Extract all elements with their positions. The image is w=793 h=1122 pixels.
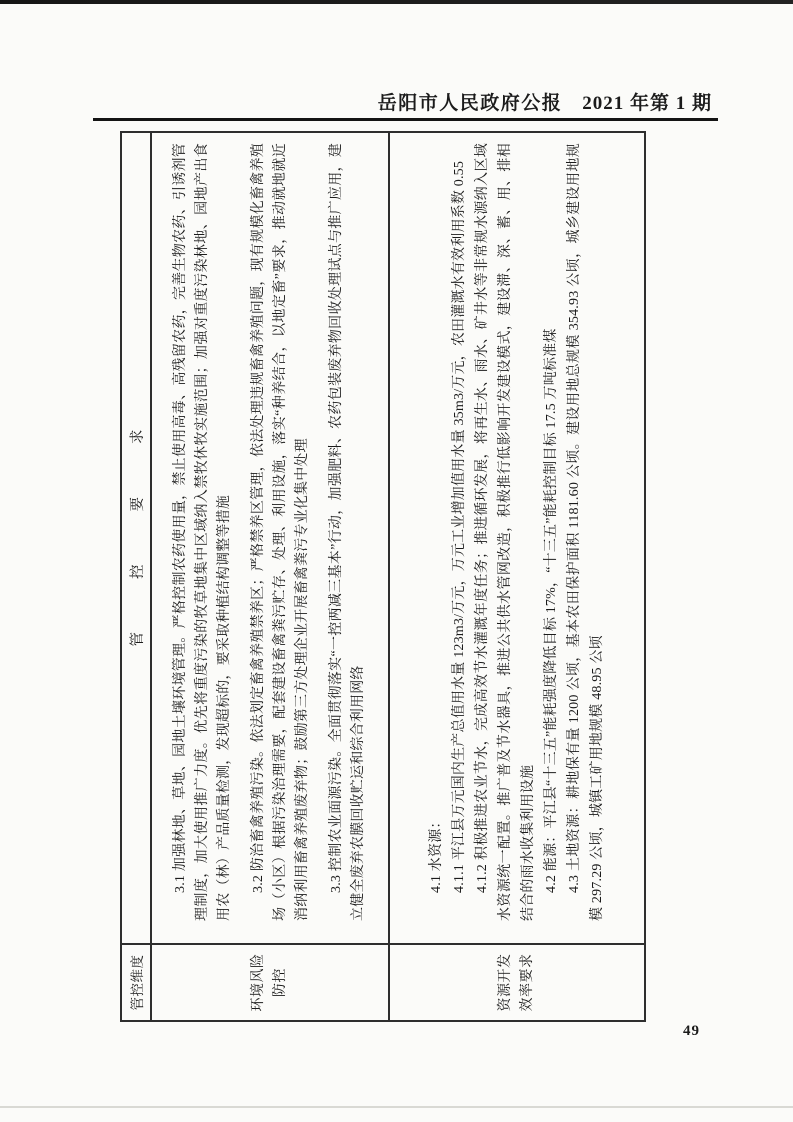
row-label-resource-development-efficiency (388, 945, 644, 1020)
header-rule (93, 118, 718, 121)
cell-resource-efficiency-requirements (388, 133, 644, 945)
scan-bottom-edge-artifact (0, 1106, 793, 1108)
requirement-paragraph: 4.1.1 平江县万元国内生产总值用水量 123m3/万元，万元工业增加值用水量 35m3/万元，农田灌溉水有效利用系数 0.55 (452, 160, 467, 893)
page-number: 49 (683, 1023, 700, 1039)
dimension-label-line: 防控 (273, 968, 288, 997)
requirement-paragraph: 4.1 水资源： (429, 814, 444, 893)
control-requirements-table (120, 131, 646, 1022)
row-label-environmental-risk-control (150, 945, 388, 1020)
gazette-title: 岳阳市人民政府公报 (377, 93, 563, 114)
requirement-header-char: 管 (129, 632, 146, 647)
requirement-paragraph: 4.1.2 积极推进农业节水，完成高效节水灌溉年度任务；推进循环发展，将再生水、雨水、矿井水等非常规水源纳入区域水资源统一配置。推广普及节水器具，推进公共供水管网改造，积极推行低影响开发建设模式，建设滞、深、蓄、用、排相结合的雨水收集利用设施 (475, 143, 536, 921)
dimension-label-line: 资源开发 (498, 953, 513, 1012)
table-grid (120, 131, 646, 1022)
requirement-paragraph: 3.2 防治畜禽养殖污染。依法划定畜禽养殖禁养区；严格禁养区管理，依法处理违规畜禽养殖问题，现有规模化畜禽养殖场（小区）根据污染治理需要，配套建设畜禽粪污贮存、处理、利用设施，落实“种养结合，以地定畜”要求，推动就地就近消纳利用畜禽养殖废弃物；鼓励第三方处理企业开展畜禽粪污专业化集中处理 (251, 143, 310, 921)
requirement-paragraph: 3.3 控制农业面源污染。全面贯彻落实“一控两减三基本”行动，加强肥料、农药包装废弃物回收处理试点与推广应用，建立健全废弃农膜回收贮运和综合利用网络 (329, 143, 366, 921)
dimension-label-line: 效率要求 (520, 953, 535, 1012)
requirement-header-char: 要 (129, 497, 146, 512)
page-header (378, 88, 712, 115)
requirement-paragraph: 4.3 土地资源：耕地保有量 1200 公顷，基本农田保护面积 1181.60 公顷。建设用地总规模 354.93 公顷，城乡建设用地规模 297.29 公顷，城镇工矿用地规模 48.95 公顷 (567, 143, 605, 921)
requirement-header-char: 求 (129, 429, 146, 444)
requirement-header-char: 控 (129, 564, 146, 579)
requirement-paragraph: 4.2 能源：平江县“十三五”能耗强度降低目标 17%，“十三五”能耗控制目标 17.5 万吨标准煤 (544, 328, 559, 893)
dimension-label-line: 环境风险 (251, 953, 266, 1012)
scan-top-edge-artifact (0, 0, 793, 4)
gazette-issue: 2021 年第 1 期 (582, 93, 712, 114)
cell-environmental-risk-requirements (150, 133, 388, 945)
requirement-paragraph: 3.1 加强林地、草地、园地土壤环境管理。严格控制农药使用量，禁止使用高毒、高残留农药，完善生物农药、引诱剂管理制度，加大使用推广力度。优先将重度污染的牧草地集中区域纳入禁牧休牧实施范围；加强对重度污染林地、园地产出食用农（林）产品质量检测，发现超标的，要采取种植结构调整等措施 (173, 143, 232, 921)
header-cell-requirements (122, 133, 150, 945)
header-cell-dimension: 管控维度 (130, 954, 145, 1011)
